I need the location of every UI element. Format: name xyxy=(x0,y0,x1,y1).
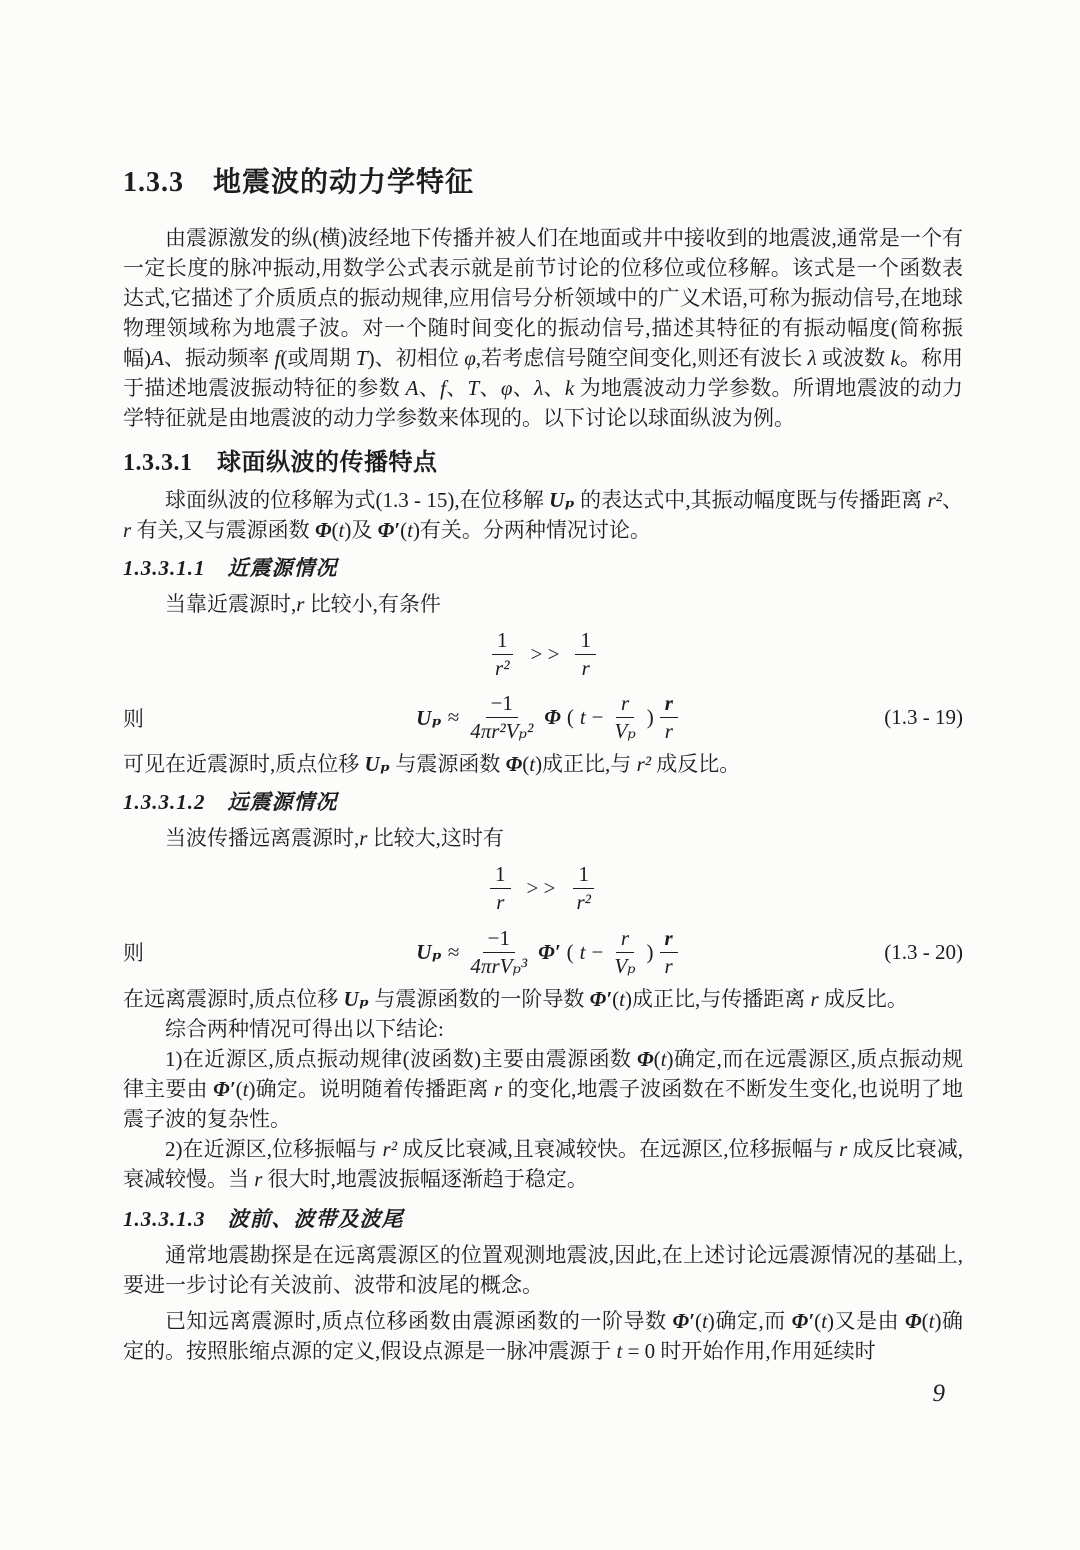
coefficient-fraction xyxy=(465,927,532,978)
source-function-symbol: Φ xyxy=(544,705,561,730)
fraction-denominator: Vₚ xyxy=(614,953,636,978)
paragraph-near-source-conclusion: 可见在近震源时,质点位移 Uₚ 与震源函数 Φ(t)成正比,与 r² 成反比。 xyxy=(123,752,741,777)
fraction-denominator: 4πr²Vₚ² xyxy=(470,719,534,744)
equation-body xyxy=(193,927,851,978)
paren-close: ) xyxy=(646,939,654,964)
paragraph-displacement-solution: 球面纵波的位移解为式(1.3 - 15),在位移解 Uₚ 的表达式中,其振动幅度既与传播距离 r²、r 有关,又与震源函数 Φ(t)及 Φ′(t)有关。分两种情况讨论。 xyxy=(123,488,964,542)
inequality-far-source xyxy=(123,863,963,914)
equation-1-3-19 xyxy=(123,692,963,743)
equation-lead-word: 则 xyxy=(123,941,144,966)
equation-lead-word: 则 xyxy=(123,706,144,731)
minus-operator: − xyxy=(591,939,604,964)
variable-up: Uₚ xyxy=(416,705,442,730)
paragraph-wavelet-intro: 由震源激发的纵(横)波经地下传播并被人们在地面或井中接收到的地震波,通常是一个有一定长度的脉冲振动,用数学公式表示就是前节讨论的位移位或位移解。该式是一个函数表达式,它描述了介质质点的振动规律,应用信号分析领域中的广义术语,可称为振动信号,在地球物理领域称为地震子波。对一个随时间变化的振动信号,描述其特征的有振动幅度(简称振幅)A、振动频率 f(或周期 T)、初相位 φ,若考虑信号随空间变化,则还有波长 λ 或波数 k。称用于描述地震波振动特征的参数 A、f、T、φ、λ、k 为地震波动力学参数。所谓地震波的动力学特征就是由地震波的动力学参数来体现的。以下讨论以球面纵波为例。 xyxy=(123,226,964,430)
variable-up: Uₚ xyxy=(416,940,442,965)
fraction-numerator: 1 xyxy=(575,629,596,655)
minus-operator: − xyxy=(591,705,604,730)
paragraph-conclusion-2: 2)在近源区,位移振幅与 r² 成反比衰减,且衰减较快。在远源区,位移振幅与 r 成反比衰减,衰减较慢。当 r 很大时,地震波振幅逐渐趋于稳定。 xyxy=(123,1136,964,1191)
paragraph-near-source-condition: 当靠近震源时,r 比较小,有条件 xyxy=(165,592,441,616)
paragraph-far-source-condition: 当波传播远离震源时,r 比较大,这时有 xyxy=(165,826,504,851)
fraction xyxy=(490,629,514,680)
fraction-numerator: r xyxy=(660,927,678,953)
fraction-denominator: Vₚ xyxy=(614,719,636,744)
paragraph-wavefront-intro: 通常地震勘探是在远离震源区的位置观测地震波,因此,在上述讨论远震源情况的基础上,要进一步讨论有关波前、波带和波尾的概念。 xyxy=(123,1242,963,1297)
fraction-denominator: r xyxy=(664,953,673,978)
paren-close: ) xyxy=(646,705,654,730)
relation-operator: > > xyxy=(530,642,560,667)
equation-1-3-20 xyxy=(123,927,963,978)
unit-vector-fraction xyxy=(660,927,678,978)
fraction-numerator: r xyxy=(616,692,634,718)
equation-number: (1.3 - 19) xyxy=(884,705,963,730)
coefficient-fraction xyxy=(465,692,538,743)
variable-t: t xyxy=(579,939,586,964)
heading-1-3-3: 1.3.3 地震波的动力学特征 xyxy=(123,167,475,198)
fraction-numerator: 1 xyxy=(492,629,513,655)
equation-number: (1.3 - 20) xyxy=(884,939,963,964)
inequality-near-source xyxy=(123,629,963,680)
heading-1-3-3-1-2: 1.3.3.1.2 远震源情况 xyxy=(123,790,338,815)
paragraph-far-source-conclusion: 在远离震源时,质点位移 Uₚ 与震源函数的一阶导数 Φ′(t)成正比,与传播距离 r 成反比。 xyxy=(123,986,908,1011)
fraction-denominator: r² xyxy=(495,656,510,681)
paragraph-conclusion-1: 1)在近源区,质点振动规律(波函数)主要由震源函数 Φ(t)确定,而在远震源区,质点振动规律主要由 Φ′(t)确定。说明随着传播距离 r 的变化,地震子波函数在不断发生变化,也说明了地震子波的复杂性。 xyxy=(123,1046,964,1131)
approx-operator: ≈ xyxy=(447,705,460,730)
paren-open: ( xyxy=(566,705,574,730)
fraction-numerator: r xyxy=(616,927,634,953)
relation-operator: > > xyxy=(526,876,556,901)
fraction-numerator: −1 xyxy=(486,692,518,718)
fraction xyxy=(575,629,596,680)
heading-1-3-3-1-1: 1.3.3.1.1 近震源情况 xyxy=(123,556,338,580)
argument-fraction xyxy=(610,692,641,743)
fraction xyxy=(490,863,511,914)
variable-t: t xyxy=(579,705,586,730)
paren-open: ( xyxy=(566,939,574,964)
fraction-denominator: r xyxy=(664,719,673,744)
equation-body xyxy=(193,692,851,743)
paragraph-pulse-source: 已知远离震源时,质点位移函数由震源函数的一阶导数 Φ′(t)确定,而 Φ′(t)又是由 Φ(t)确定的。按照胀缩点源的定义,假设点源是一脉冲震源于 t = 0 时开始作用,作用延续时 xyxy=(123,1308,964,1363)
source-function-derivative-symbol: Φ′ xyxy=(538,939,561,964)
argument-fraction xyxy=(609,927,640,978)
fraction-numerator: 1 xyxy=(573,863,594,889)
fraction-numerator: 1 xyxy=(490,863,511,889)
fraction-denominator: r xyxy=(581,656,590,681)
unit-vector-fraction xyxy=(660,692,678,743)
fraction-numerator: r xyxy=(660,692,678,718)
fraction-denominator: r² xyxy=(576,890,591,915)
paragraph-summary-lead: 综合两种情况可得出以下结论: xyxy=(165,1016,444,1041)
fraction-numerator: −1 xyxy=(483,927,515,953)
heading-1-3-3-1-3: 1.3.3.1.3 波前、波带及波尾 xyxy=(123,1206,404,1231)
fraction xyxy=(571,863,595,914)
heading-1-3-3-1: 1.3.3.1 球面纵波的传播特点 xyxy=(123,450,438,476)
fraction-denominator: r xyxy=(496,890,505,915)
fraction-denominator: 4πrVₚ³ xyxy=(470,953,528,978)
approx-operator: ≈ xyxy=(447,939,460,964)
page-number: 9 xyxy=(932,1379,945,1407)
